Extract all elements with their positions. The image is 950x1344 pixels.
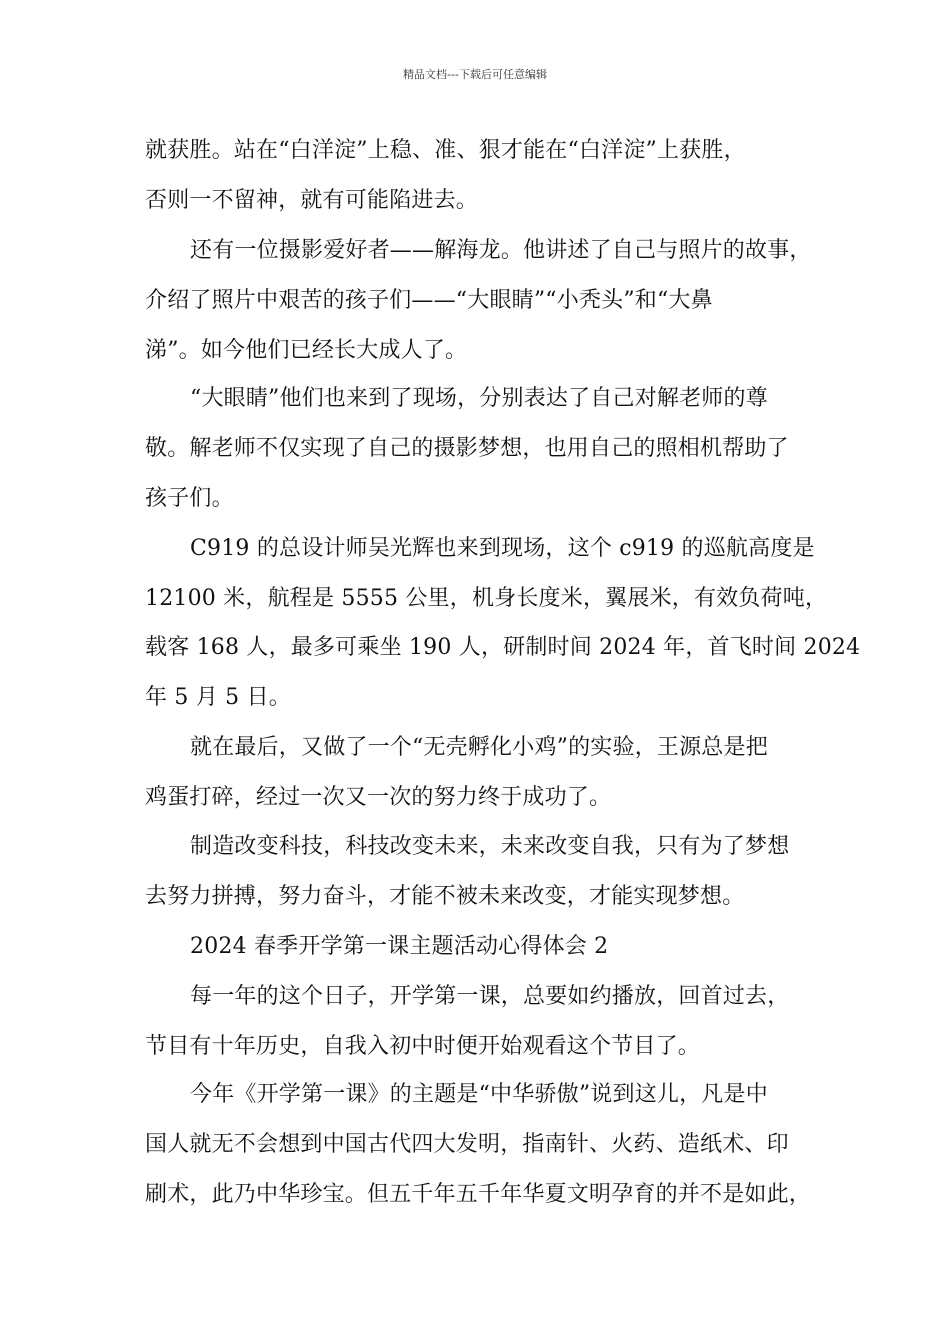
text-line: 12100 米，航程是 5555 公里，机身长度米，翼展米，有效负荷吨， <box>145 586 828 611</box>
text-line: 去努力拼搏，努力奋斗，才能不被未来改变，才能实现梦想。 <box>145 884 745 909</box>
text-line: 制造改变科技，科技改变未来，未来改变自我，只有为了梦想 <box>190 834 790 859</box>
section-heading: 2024 春季开学第一课主题活动心得体会 2 <box>190 934 609 959</box>
text-line: C919 的总设计师吴光辉也来到现场，这个 c919 的巡航高度是 <box>190 536 815 561</box>
text-line: 敬。解老师不仅实现了自己的摄影梦想，也用自己的照相机帮助了 <box>145 436 789 461</box>
text-line: 孩子们。 <box>145 486 234 511</box>
text-line: 鸡蛋打碎，经过一次又一次的努力终于成功了。 <box>145 785 612 810</box>
text-line: 还有一位摄影爱好者——解海龙。他讲述了自己与照片的故事， <box>190 238 812 263</box>
text-line: 否则一不留神，就有可能陷进去。 <box>145 188 479 213</box>
text-line: 年 5 月 5 日。 <box>145 685 291 710</box>
text-line: 每一年的这个日子，开学第一课，总要如约播放，回首过去， <box>190 984 790 1009</box>
text-line: 国人就无不会想到中国古代四大发明，指南针、火药、造纸术、印 <box>145 1132 789 1157</box>
text-line: 就在最后，又做了一个“无壳孵化小鸡”的实验，王源总是把 <box>190 735 768 760</box>
text-line: “大眼睛”他们也来到了现场，分别表达了自己对解老师的尊 <box>190 386 768 411</box>
page-header: 精品文档---下载后可任意编辑 <box>403 68 547 81</box>
text-line: 就获胜。站在“白洋淀”上稳、准、狠才能在“白洋淀”上获胜， <box>145 138 746 163</box>
text-line: 涕”。如今他们已经长大成人了。 <box>145 338 468 363</box>
text-line: 节目有十年历史，自我入初中时便开始观看这个节目了。 <box>145 1034 701 1059</box>
text-line: 介绍了照片中艰苦的孩子们——“大眼睛”“小秃头”和“大鼻 <box>145 288 713 313</box>
text-line: 载客 168 人，最多可乘坐 190 人，研制时间 2024 年，首飞时间 2024 <box>145 635 861 660</box>
text-line: 今年《开学第一课》的主题是“中华骄傲”说到这儿，凡是中 <box>190 1082 768 1107</box>
text-line: 刷术，此乃中华珍宝。但五千年五千年华夏文明孕育的并不是如此， <box>145 1182 812 1207</box>
